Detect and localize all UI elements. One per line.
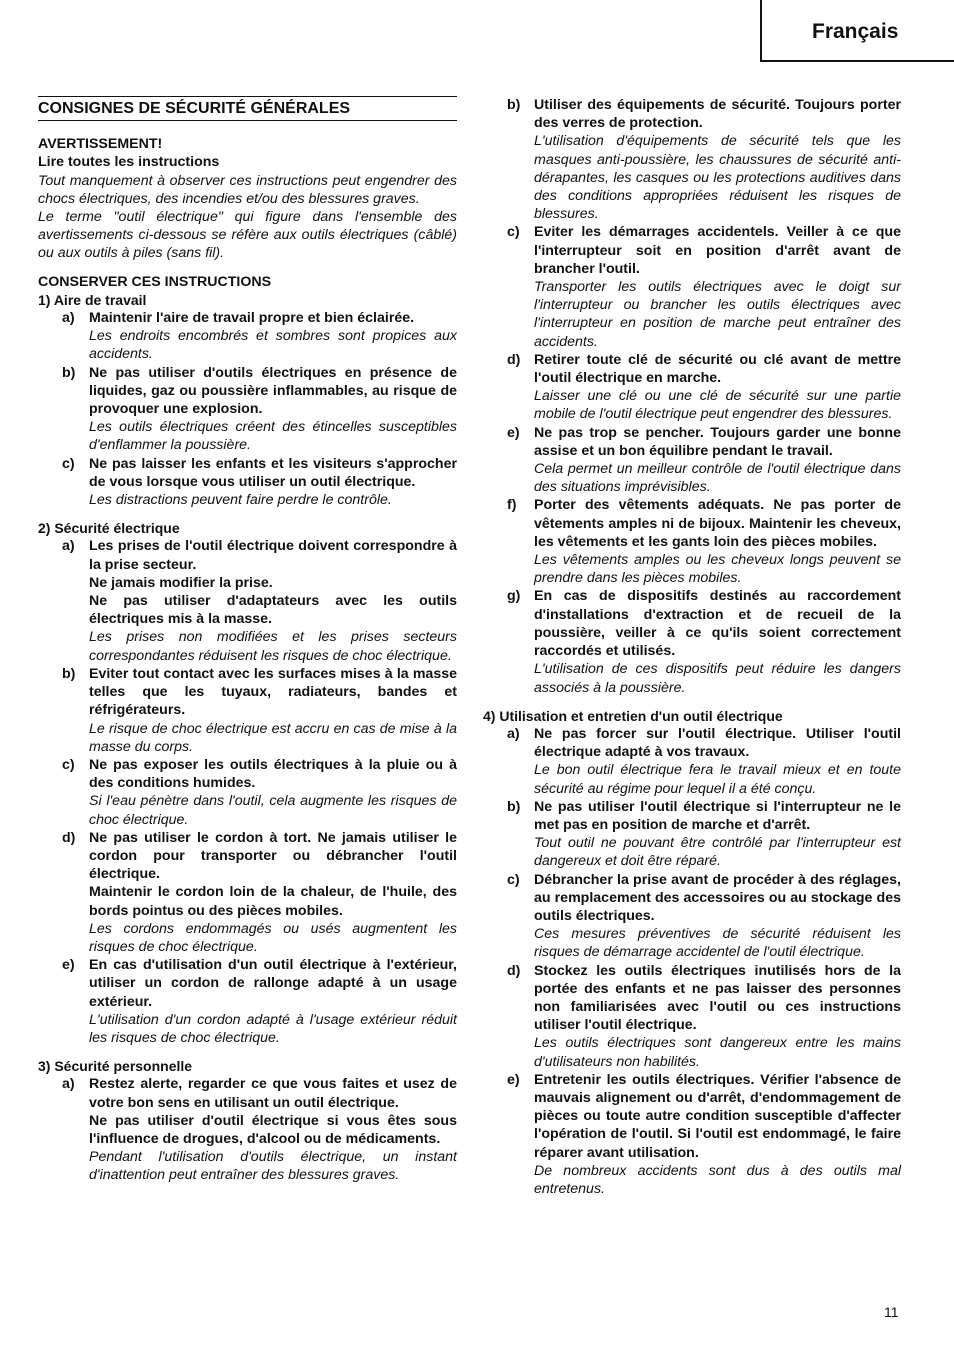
- list-item: a) Maintenir l'aire de travail propre et bien éclairée. Les endroits encombrés et sombres sont propices aux accidents.: [62, 310, 457, 363]
- list-item: g) En cas de dispositifs destinés au raccordement d'installations d'extraction et de recueil de la poussière, veiller à ce qu'ils soient correctement raccordés et utilisés. L'utilisation de ces dispositifs peut réduire les dangers associés à la poussière.: [507, 588, 901, 696]
- language-tab: [760, 0, 954, 62]
- list-item: c) Ne pas exposer les outils électriques à la pluie ou à des conditions humides. Si l'eau pénètre dans l'outil, cela augmente les risques de choc électrique.: [62, 756, 457, 828]
- list-item: c) Ne pas laisser les enfants et les visiteurs s'approcher de vous lorsque vous utiliser un outil électrique. Les distractions peuvent faire perdre le contrôle.: [62, 455, 457, 509]
- list-item: d) Retirer toute clé de sécurité ou clé avant de mettre l'outil électrique en marche. Laisser une clé ou une clé de sécurité sur une partie mobile de l'outil électrique peut engendrer des blessures.: [507, 351, 901, 423]
- warning-title: AVERTISSEMENT!: [38, 136, 163, 153]
- list-item: d) Ne pas utiliser le cordon à tort. Ne jamais utiliser le cordon pour transporter ou débrancher l'outil électrique. Maintenir le cordon loin de la chaleur, de l'huile, des bords pointus ou des pièces mobiles. Les cordons endommagés ou usés augmentent les risques de choc électrique.: [62, 829, 457, 955]
- warning-paragraph-1: Tout manquement à observer ces instructions peut engendrer des chocs électriques, des incendies et/ou des blessures graves.: [38, 172, 457, 207]
- list-item: e) En cas d'utilisation d'un outil électrique à l'extérieur, utiliser un cordon de rallonge adapté à un usage extérieur. L'utilisation d'un cordon adapté à l'usage extérieur réduit les risques de choc électrique.: [62, 957, 457, 1046]
- list-item: a) Ne pas forcer sur l'outil électrique. Utiliser l'outil électrique adapté à vos travaux. Le bon outil électrique fera le travail mieux et en toute sécurité au régime pour lequel il a été conçu.: [507, 725, 901, 797]
- list-item: b) Ne pas utiliser l'outil électrique si l'interrupteur ne le met pas en position de marche et d'arrêt. Tout outil ne pouvant être contrôlé par l'interrupteur est dangereux et doit être réparé.: [507, 798, 901, 870]
- left-column: [38, 96, 457, 1185]
- warning-subtitle: Lire toutes les instructions: [38, 154, 220, 171]
- language-label: Français: [812, 20, 899, 43]
- section-title: CONSIGNES DE SÉCURITÉ GÉNÉRALES: [38, 96, 457, 121]
- list-item: f) Porter des vêtements adéquats. Ne pas porter de vêtements amples ni de bijoux. Maintenir les cheveux, les vêtements et les gants loin des pièces mobiles. Les vêtements amples ou les cheveux longs peuvent se prendre dans les pièces mobiles.: [507, 497, 901, 587]
- list-item: b) Eviter tout contact avec les surfaces mises à la masse telles que les tuyaux, radiateurs, bandes et réfrigérateurs. Le risque de choc électrique est accru en cas de mise à la masse du corps.: [62, 665, 457, 755]
- section-3-title: 3) Sécurité personnelle: [38, 1058, 193, 1075]
- list-item: b) Ne pas utiliser d'outils électriques en présence de liquides, gaz ou poussière inflammables, au risque de provoquer une explosion. Les outils électriques créent des étincelles susceptibles d'enflammer la poussière.: [62, 364, 457, 454]
- list-item: b) Utiliser des équipements de sécurité. Toujours porter des verres de protection. L'utilisation d'équipements de sécurité tels que les masques anti-poussière, les chaussures de sécurité anti-dérapantes, les casques ou les protections auditives dans des conditions appropriées réduisent les risques de blessures.: [507, 97, 901, 223]
- warning-paragraph-2: Le terme "outil électrique" qui figure dans l'ensemble des avertissements ci-dessous se réfère aux outils électriques (câblé) ou aux outils à piles (sans fil).: [38, 209, 457, 262]
- list-item: c) Eviter les démarrages accidentels. Veiller à ce que l'interrupteur soit en position d'arrêt avant de brancher l'outil. Transporter les outils électriques avec le doigt sur l'interrupteur ou brancher les outils électriques avec l'interrupteur en position de marche peut entraîner des accidents.: [507, 224, 901, 350]
- list-item: e) Ne pas trop se pencher. Toujours garder une bonne assise et un bon équilibre pendant le travail. Cela permet un meilleur contrôle de l'outil électrique dans des situations imprévisibles.: [507, 424, 901, 496]
- section-1-title: 1) Aire de travail: [38, 291, 147, 308]
- list-item: a) Les prises de l'outil électrique doivent correspondre à la prise secteur. Ne jamais modifier la prise. Ne pas utiliser d'adaptateurs avec les outils électriques mis à la masse. Les prises non modifiées et les prises secteurs correspondantes réduisent les risques de choc électrique.: [62, 538, 457, 664]
- section-2-title: 2) Sécurité électrique: [38, 520, 180, 537]
- list-item: d) Stockez les outils électriques inutilisés hors de la portée des enfants et ne pas laisser des personnes non familiarisées avec l'outil ou ces instructions utiliser l'outil électrique. Les outils électriques sont dangereux entre les mains d'utilisateurs non habilités.: [507, 962, 901, 1070]
- list-item: a) Restez alerte, regarder ce que vous faites et usez de votre bon sens en utilisant un outil électrique. Ne pas utiliser d'outil électrique si vous êtes sous l'influence de drogues, d'alcool ou de médicaments. Pendant l'utilisation d'outils électrique, un instant d'inattention peut entraîner des blessures graves.: [62, 1076, 457, 1184]
- page-number: 11: [884, 1304, 899, 1320]
- right-column: [483, 96, 901, 1198]
- list-item: e) Entretenir les outils électriques. Vérifier l'absence de mauvais alignement ou d'arrêt, d'endommagement de pièces ou toute autre condition susceptible d'affecter l'opération de l'outil. Si l'outil est endommagé, le faire réparer avant utilisation. De nombreux accidents sont dus à des outils mal entretenus.: [507, 1071, 901, 1197]
- list-item: c) Débrancher la prise avant de procéder à des réglages, au remplacement des accessoires ou au stockage des outils électriques. Ces mesures préventives de sécurité réduisent les risques de démarrage accidentel de l'outil électrique.: [507, 871, 901, 961]
- section-4-title: 4) Utilisation et entretien d'un outil électrique: [483, 707, 783, 724]
- keep-instructions: CONSERVER CES INSTRUCTIONS: [38, 273, 272, 290]
